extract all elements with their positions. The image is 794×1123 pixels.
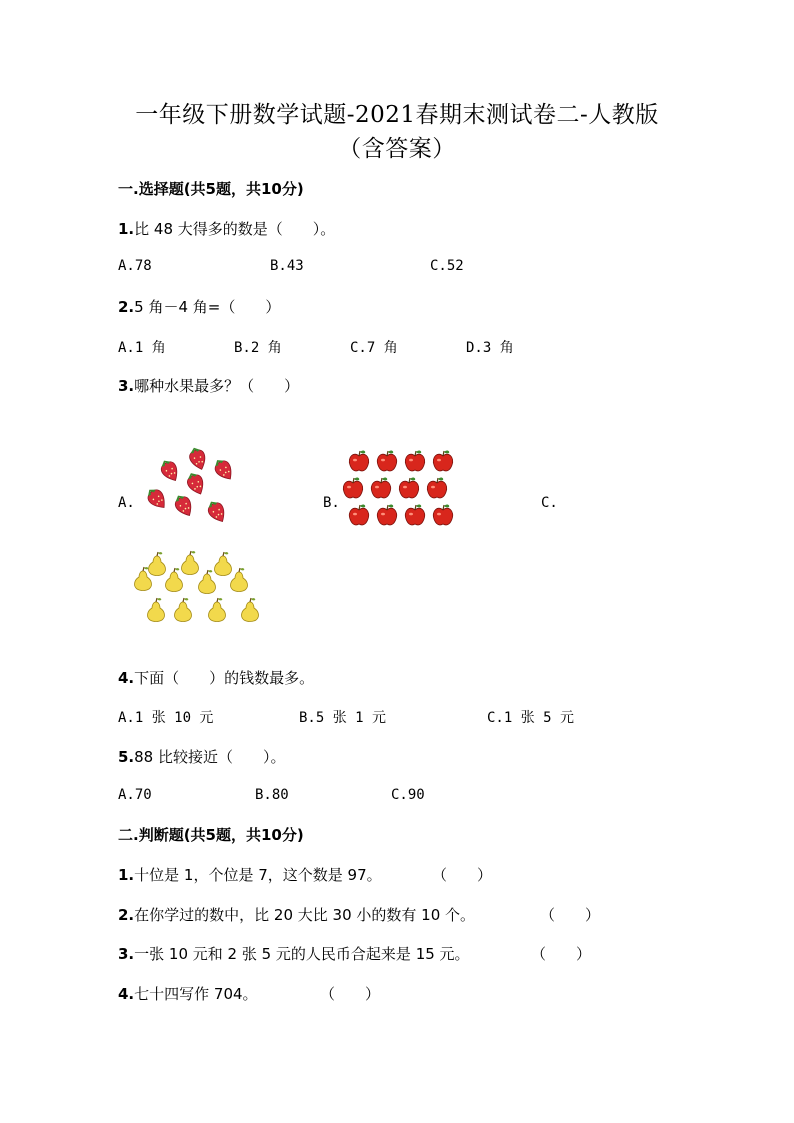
answer-blank[interactable]: （ ） [432,866,493,884]
pear-icon [231,568,248,592]
question-number: 1. [118,866,135,884]
answer-blank[interactable]: （ ） [320,985,381,1003]
question-text: 在你学过的数中，比 20 大比 30 小的数有 10 个。 [134,906,476,924]
pear-icon [199,570,216,594]
question-text: 比 48 大得多的数是（ ）。 [134,220,336,238]
strawberry-icon [211,456,237,483]
answer-blank[interactable]: （ ） [531,945,592,963]
option-c[interactable]: C.90 [391,787,425,803]
apple-icon [349,450,368,470]
question-number: 3. [118,377,135,395]
question-number: 4. [118,985,135,1003]
pear-icon [182,551,199,575]
pear-icon [166,568,183,592]
pear-icon [149,552,166,576]
option-b[interactable]: B.2 角 [234,340,282,356]
option-a[interactable]: A.1 张 10 元 [118,710,214,726]
strawberry-icon [171,492,196,519]
strawberry-picture [140,444,240,526]
strawberry-icon [157,457,182,484]
question-number: 2. [118,906,135,924]
option-a[interactable]: A. [118,495,135,511]
question-text: 七十四写作 704。 [134,985,258,1003]
pear-icon [242,598,259,622]
pear-icon [215,552,232,576]
question-text: 下面（ ）的钱数最多。 [134,669,315,687]
strawberry-icon [184,470,207,497]
apple-icon [377,450,396,470]
section-heading-judgement: 二.判断题(共5题，共10分) [118,826,304,844]
option-a[interactable]: A.78 [118,258,152,274]
judgement-1 [118,864,382,885]
question-4 [118,667,314,688]
question-1 [118,218,335,239]
question-number: 2. [118,298,135,316]
option-d[interactable]: D.3 角 [466,340,514,356]
apple-picture [340,448,460,528]
title-line1: 一年级下册数学试题-2021春期末测试卷二-人教版 [135,102,659,128]
option-c[interactable]: C. [541,495,558,511]
strawberry-icon [204,498,229,525]
option-b[interactable]: B.43 [270,258,304,274]
option-c[interactable]: C.52 [430,258,464,274]
question-text: 5 角－4 角=（ ） [134,298,281,316]
section-heading-choice: 一.选择题(共5题，共10分) [118,180,304,198]
judgement-3 [118,943,470,964]
apple-icon [433,450,452,470]
strawberry-icon [187,445,209,472]
apple-icon [349,504,368,524]
judgement-4 [118,983,258,1004]
question-text: 88 比较接近（ ）。 [134,748,286,766]
title-line2: （含答案） [338,136,456,162]
option-c[interactable]: C.7 角 [350,340,398,356]
question-number: 1. [118,220,135,238]
question-number: 5. [118,748,135,766]
question-text: 一张 10 元和 2 张 5 元的人民币合起来是 15 元。 [134,945,470,963]
answer-blank[interactable]: （ ） [540,906,601,924]
option-c[interactable]: C.1 张 5 元 [487,710,575,726]
option-b[interactable]: B. [323,495,340,511]
apple-icon [405,450,424,470]
option-b[interactable]: B.5 张 1 元 [299,710,387,726]
apple-icon [433,504,452,524]
pear-picture [130,550,265,626]
option-a[interactable]: A.1 角 [118,340,166,356]
question-2 [118,296,280,317]
apple-icon [343,477,362,497]
question-text: 十位是 1，个位是 7，这个数是 97。 [134,866,382,884]
question-number: 3. [118,945,135,963]
apple-icon [399,477,418,497]
question-number: 4. [118,669,135,687]
apple-icon [377,504,396,524]
question-text: 哪种水果最多？（ ） [134,377,300,395]
apple-icon [405,504,424,524]
pear-icon [209,598,226,622]
apple-icon [427,477,446,497]
option-a[interactable]: A.70 [118,787,152,803]
question-5 [118,746,286,767]
question-3 [118,375,299,396]
pear-icon [175,598,192,622]
judgement-2 [118,904,475,925]
strawberry-icon [144,485,170,512]
apple-icon [371,477,390,497]
pear-icon [148,598,165,622]
option-b[interactable]: B.80 [255,787,289,803]
